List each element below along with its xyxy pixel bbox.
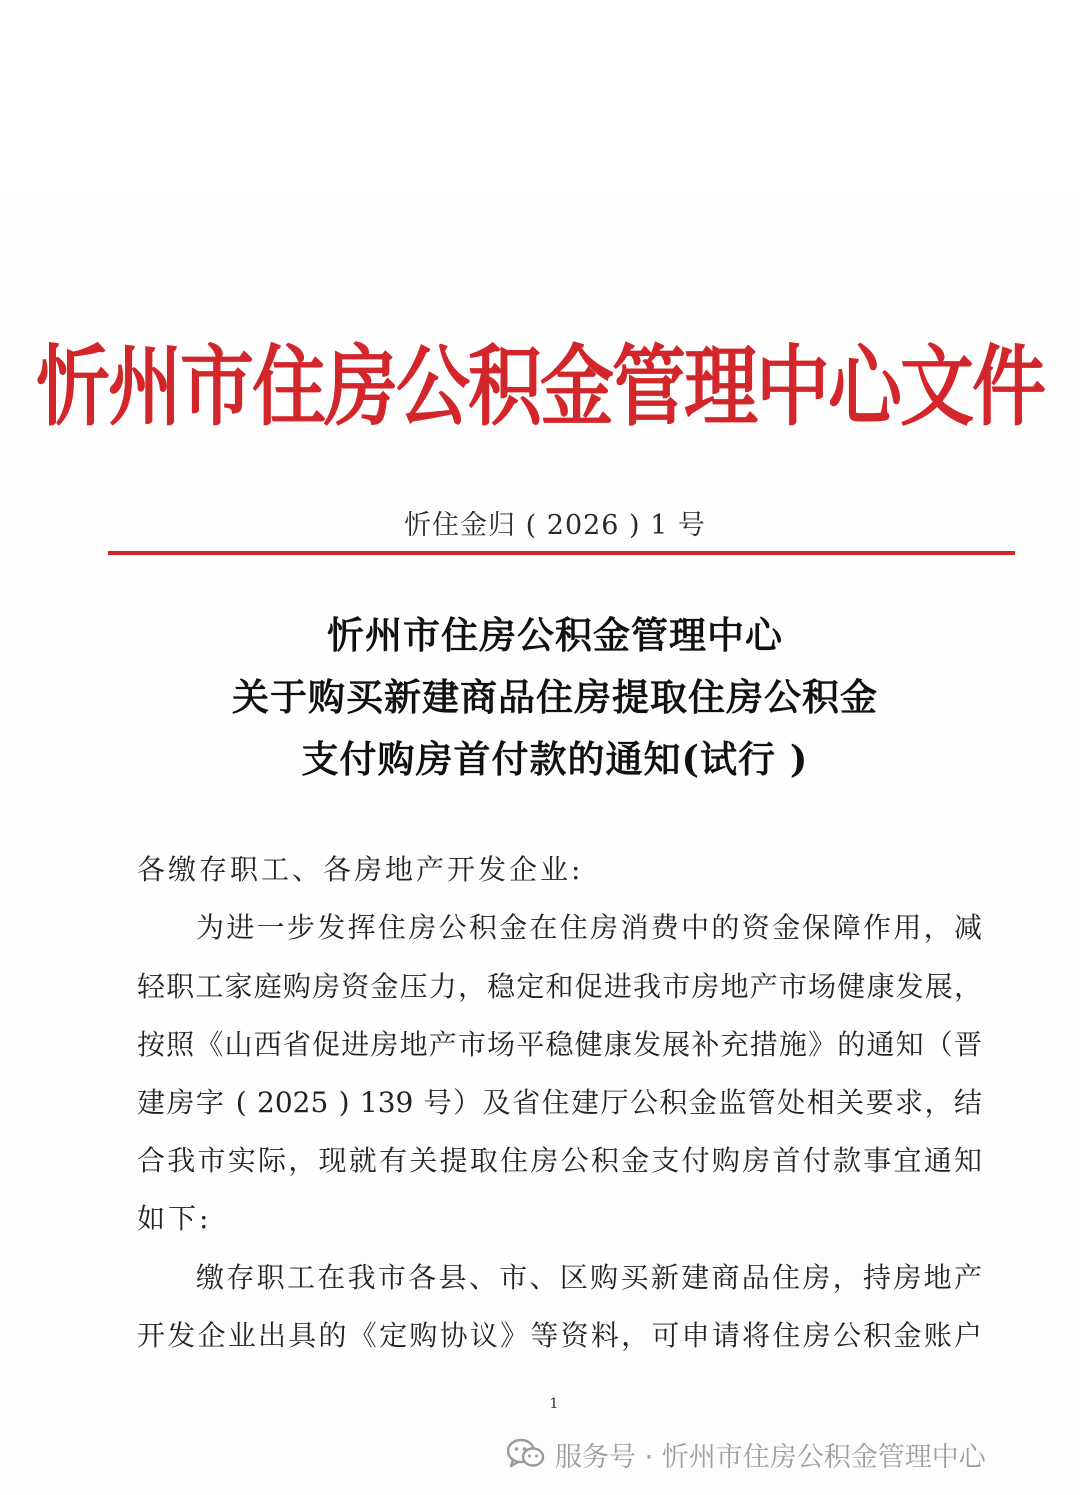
body-line: 合我市实际，现就有关提取住房公积金支付购房首付款事宜通知 bbox=[137, 1144, 982, 1177]
page-number: 1 bbox=[549, 1396, 559, 1412]
body-line: 如下: bbox=[137, 1202, 212, 1235]
body-line: 开发企业出具的《定购协议》等资料，可申请将住房公积金账户 bbox=[137, 1319, 982, 1352]
notice-title-line-1: 忻州市住房公积金管理中心 bbox=[327, 613, 783, 657]
watermark-text: 服务号 · 忻州市住房公积金管理中心 bbox=[555, 1441, 986, 1473]
service-account-watermark bbox=[507, 1432, 986, 1476]
body-line: 轻职工家庭购房资金压力，稳定和促进我市房地产市场健康发展， bbox=[137, 970, 982, 1003]
wechat-icon bbox=[507, 1438, 545, 1470]
notice-title-line-2: 关于购买新建商品住房提取住房公积金 bbox=[232, 675, 878, 719]
body-line: 按照《山西省促进房地产市场平稳健康发展补充措施》的通知（晋 bbox=[137, 1028, 982, 1061]
body-line: 建房字 ( 2025 ) 139 号）及省住建厅公积金监管处相关要求，结 bbox=[137, 1086, 982, 1119]
org-document-title: 忻州市住房公积金管理中心文件 bbox=[36, 336, 1044, 439]
red-divider-line bbox=[108, 551, 1015, 555]
notice-title-line-3: 支付购房首付款的通知(试行 ) bbox=[301, 737, 809, 781]
salutation: 各缴存职工、各房地产开发企业: bbox=[137, 853, 584, 886]
body-line: 缴存职工在我市各县、市、区购买新建商品住房，持房地产 bbox=[196, 1261, 982, 1294]
document-number: 忻住金归 ( 2026 ) 1 号 bbox=[404, 510, 706, 541]
body-line: 为进一步发挥住房公积金在住房消费中的资金保障作用，减 bbox=[196, 911, 982, 944]
